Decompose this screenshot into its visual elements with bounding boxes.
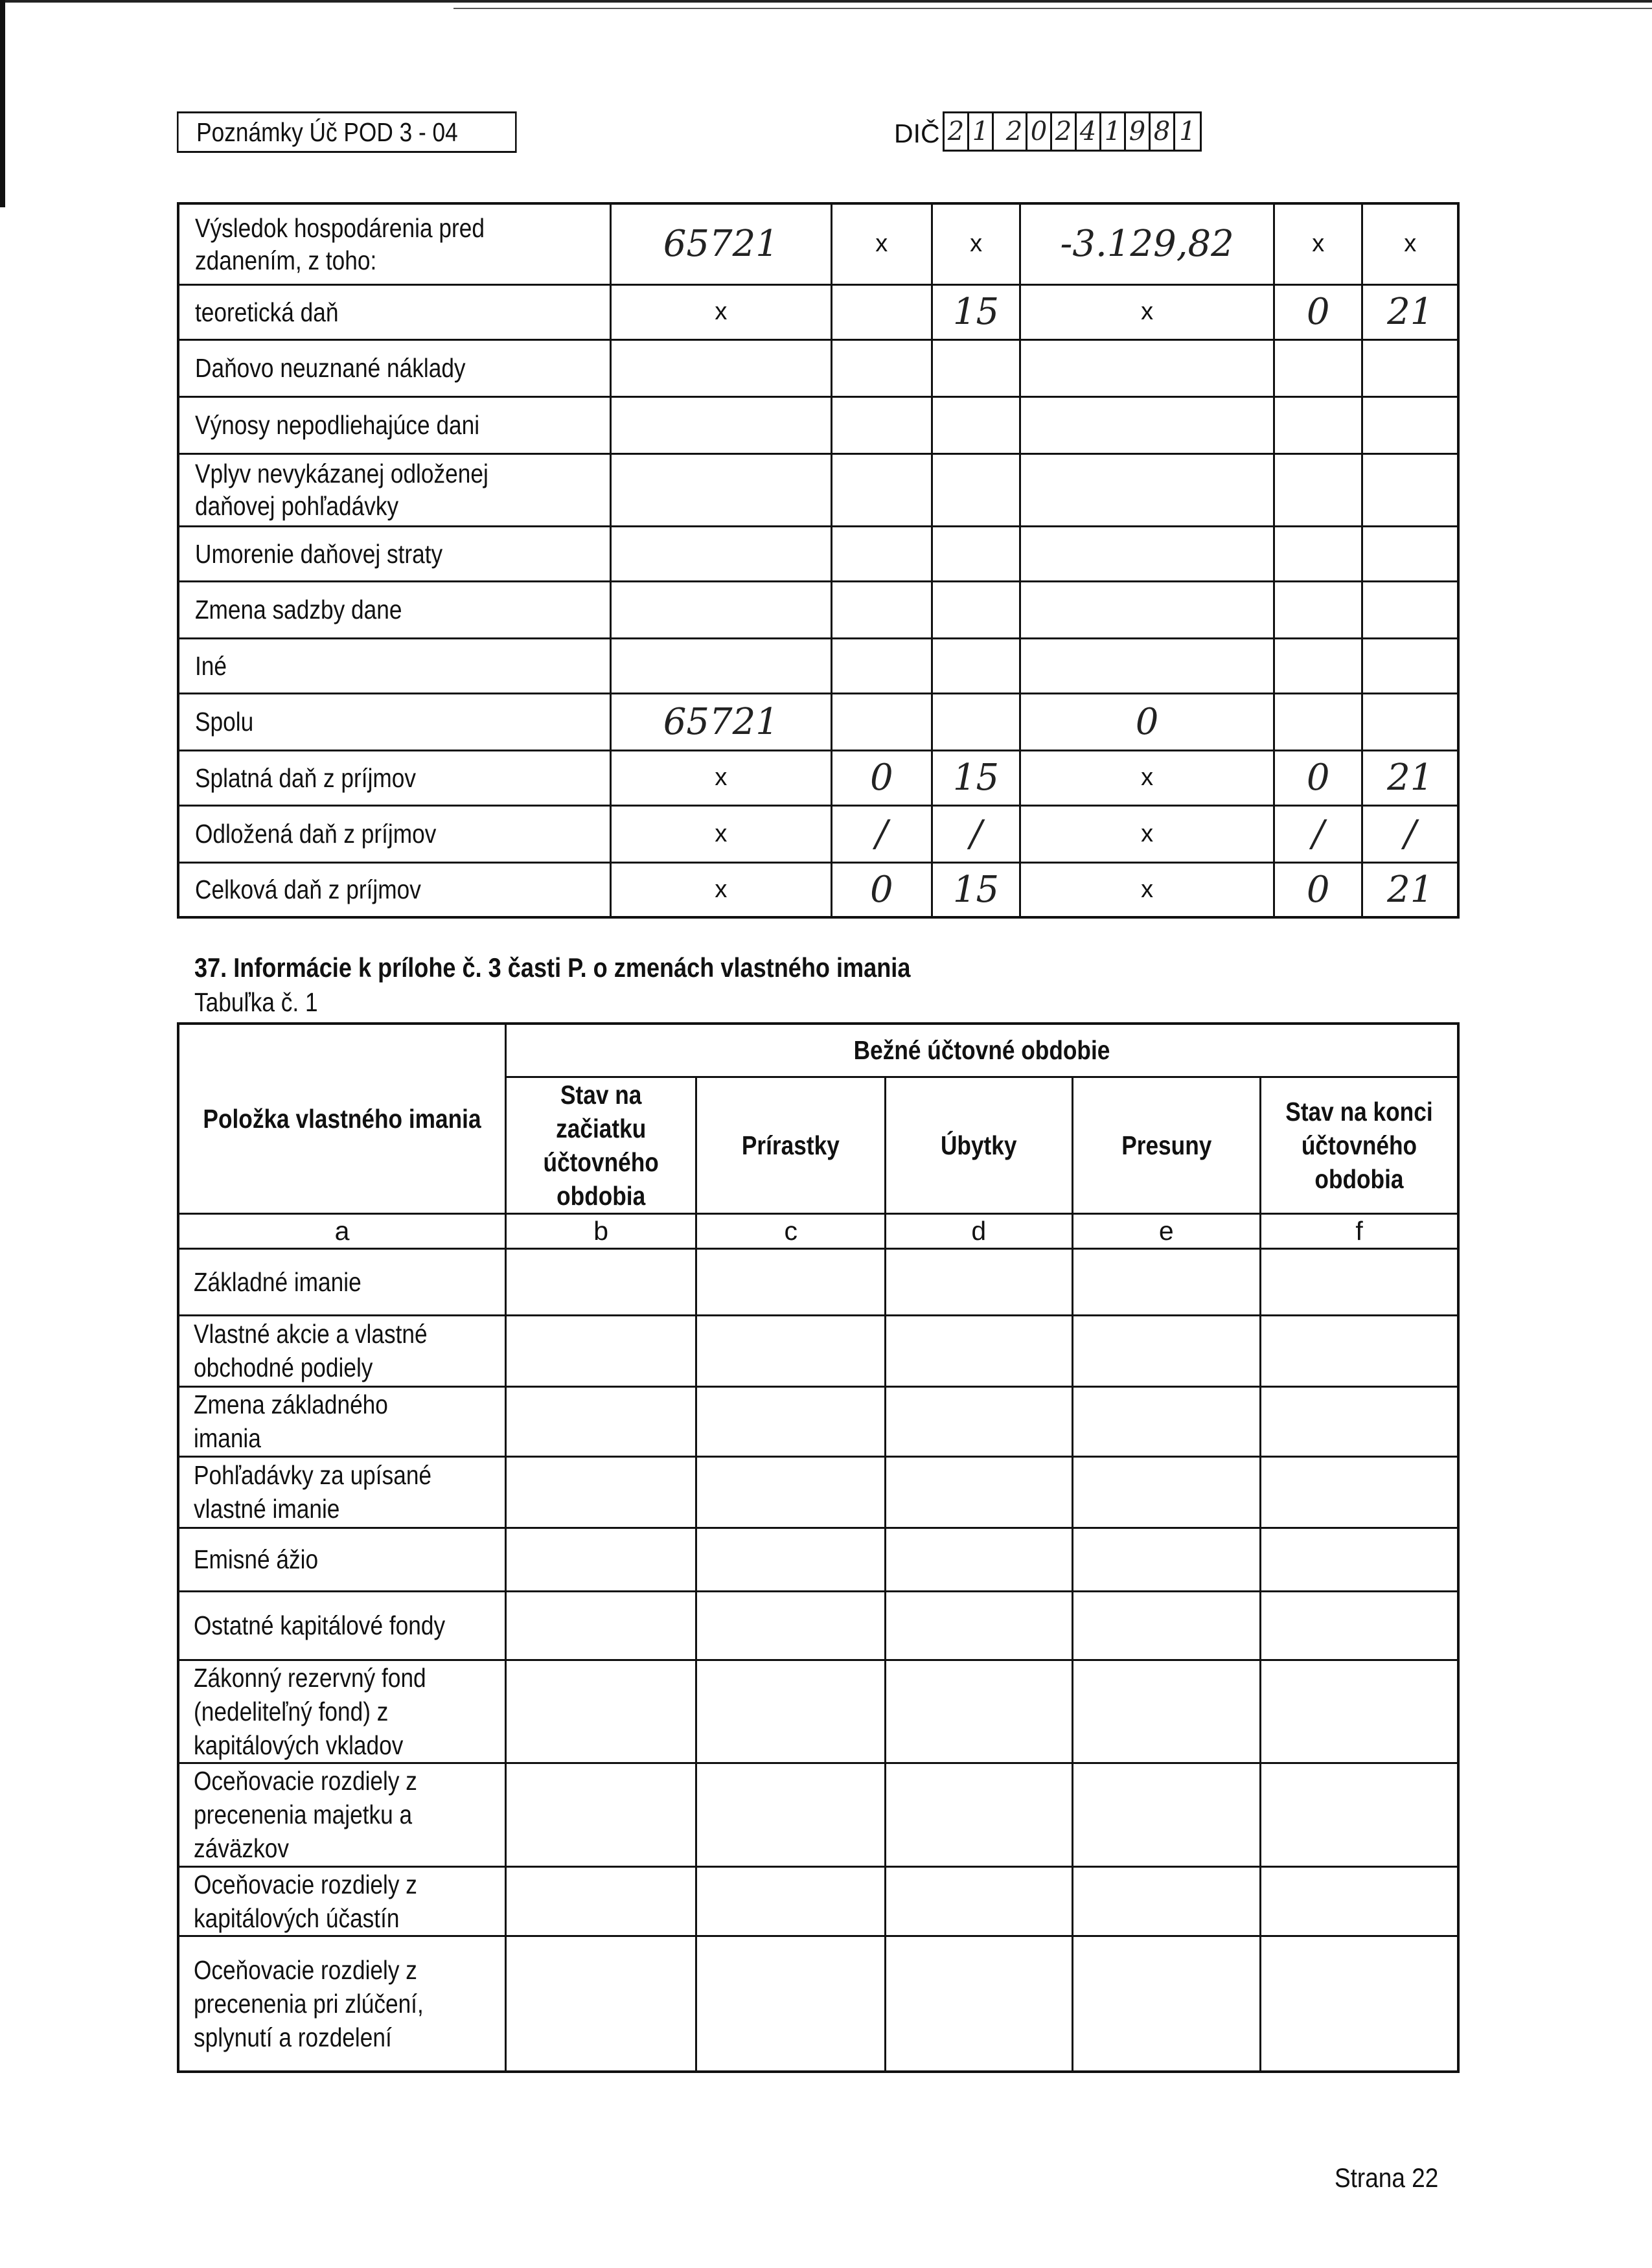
table-row	[178, 638, 1458, 693]
table-cell: 0	[1274, 750, 1362, 805]
section-subtitle: Tabuľka č. 1	[194, 987, 318, 1017]
dic-digit: 2	[1052, 113, 1077, 150]
row-label: Zmena základného imania	[178, 1386, 506, 1456]
table-cell	[506, 1386, 696, 1456]
column-letter: d	[886, 1213, 1072, 1248]
table-row	[178, 1936, 1458, 2072]
table-cell: x	[1020, 805, 1274, 862]
table-row	[178, 453, 1458, 526]
table-cell	[1020, 581, 1274, 638]
table-cell	[1261, 1248, 1458, 1315]
column-header-end: Stav na konci účtovného obdobia	[1261, 1077, 1458, 1213]
row-label: Výnosy nepodliehajúce dani	[178, 396, 611, 453]
table-cell: 0	[831, 862, 932, 917]
table-cell	[1261, 1315, 1458, 1386]
column-header-transfers: Presuny	[1072, 1077, 1261, 1213]
row-label: Daňovo neuznané náklady	[178, 339, 611, 396]
table-cell	[611, 581, 832, 638]
row-label: Výsledok hospodárenia pred zdanením, z toho:	[178, 203, 611, 284]
column-header-item: Položka vlastného imania	[178, 1024, 506, 1213]
tax-reconciliation-table	[177, 202, 1460, 919]
table-cell	[886, 1248, 1072, 1315]
table-cell	[1072, 1248, 1261, 1315]
table-row	[178, 396, 1458, 453]
dic-field	[943, 111, 1202, 152]
section-title: 37. Informácie k prílohe č. 3 časti P. o zmenách vlastného imania	[194, 952, 911, 983]
table-cell	[1362, 339, 1458, 396]
table-cell	[696, 1866, 886, 1936]
table-cell	[932, 693, 1020, 750]
column-header-start: Stav na začiatku účtovného obdobia	[506, 1077, 696, 1213]
table-cell	[831, 638, 932, 693]
table-cell	[831, 526, 932, 581]
row-label: Splatná daň z príjmov	[178, 750, 611, 805]
table-cell	[1020, 453, 1274, 526]
table-cell	[1261, 1660, 1458, 1763]
dic-digit: 9	[1126, 113, 1151, 150]
table-cell	[611, 396, 832, 453]
table-row	[178, 862, 1458, 917]
table-cell: /	[831, 805, 932, 862]
table-cell	[696, 1936, 886, 2072]
table-cell	[1274, 396, 1362, 453]
table-cell	[932, 396, 1020, 453]
table-cell	[1072, 1315, 1261, 1386]
scan-edge-top	[0, 0, 1652, 3]
dic-digit: 4	[1077, 113, 1101, 150]
table-cell	[886, 1315, 1072, 1386]
table-cell	[1072, 1386, 1261, 1456]
table-cell	[886, 1386, 1072, 1456]
table-cell	[506, 1763, 696, 1866]
table-row	[178, 750, 1458, 805]
table-cell	[1362, 396, 1458, 453]
table-cell: x	[1362, 203, 1458, 284]
table-row	[178, 1660, 1458, 1763]
row-label: Umorenie daňovej straty	[178, 526, 611, 581]
column-letter: e	[1072, 1213, 1261, 1248]
table-cell	[1362, 638, 1458, 693]
table-cell	[1020, 526, 1274, 581]
table-cell: /	[1362, 805, 1458, 862]
row-label: Pohľadávky za upísané vlastné imanie	[178, 1456, 506, 1528]
table-row	[178, 1866, 1458, 1936]
dic-digit: 8	[1151, 113, 1175, 150]
table-cell: 15	[932, 750, 1020, 805]
note-label: Poznámky Úč POD 3 - 04	[177, 111, 517, 153]
row-label: teoretická daň	[178, 284, 611, 339]
table-cell: 65721	[611, 693, 832, 750]
table-cell	[1261, 1763, 1458, 1866]
dic-digit: 1	[1101, 113, 1126, 150]
table-cell	[611, 453, 832, 526]
table-cell	[932, 339, 1020, 396]
table-cell	[611, 638, 832, 693]
table-cell	[1261, 1456, 1458, 1528]
table-cell	[1261, 1591, 1458, 1660]
row-label: Spolu	[178, 693, 611, 750]
table-cell	[506, 1936, 696, 2072]
table-cell	[1020, 396, 1274, 453]
table-cell: x	[611, 862, 832, 917]
table-cell	[1072, 1936, 1261, 2072]
dic-digit: 2	[1003, 113, 1027, 150]
table-cell: 15	[932, 862, 1020, 917]
table-row	[178, 693, 1458, 750]
table-cell	[1072, 1456, 1261, 1528]
table-cell	[1362, 581, 1458, 638]
table-cell	[1072, 1528, 1261, 1591]
table-cell: x	[611, 805, 832, 862]
table-row	[178, 1591, 1458, 1660]
table-cell	[506, 1315, 696, 1386]
table-cell	[1072, 1591, 1261, 1660]
table-cell: 21	[1362, 862, 1458, 917]
table-row	[178, 339, 1458, 396]
table-cell	[1362, 693, 1458, 750]
table-cell	[696, 1660, 886, 1763]
table-cell	[1020, 638, 1274, 693]
table-cell: 21	[1362, 750, 1458, 805]
table-cell	[1020, 339, 1274, 396]
table-cell	[1362, 453, 1458, 526]
table-cell	[1274, 453, 1362, 526]
table-cell	[831, 339, 932, 396]
table-row	[178, 526, 1458, 581]
table-row	[178, 805, 1458, 862]
table-cell	[886, 1528, 1072, 1591]
table-cell	[886, 1936, 1072, 2072]
table-cell	[696, 1591, 886, 1660]
table-cell	[1261, 1936, 1458, 2072]
scan-edge-left	[0, 0, 5, 207]
row-label: Oceňovacie rozdiely z precenenia pri zlúčení, splynutí a rozdelení	[178, 1936, 506, 2072]
table-cell	[1072, 1866, 1261, 1936]
table-cell: 0	[1274, 284, 1362, 339]
dic-digit: 0	[1027, 113, 1052, 150]
table-cell	[506, 1591, 696, 1660]
row-label: Ostatné kapitálové fondy	[178, 1591, 506, 1660]
column-letter: f	[1261, 1213, 1458, 1248]
row-label: Odložená daň z príjmov	[178, 805, 611, 862]
row-label: Zákonný rezervný fond (nedeliteľný fond) z kapitálových vkladov	[178, 1660, 506, 1763]
table-cell	[1261, 1528, 1458, 1591]
table-cell	[1274, 526, 1362, 581]
table-cell	[886, 1866, 1072, 1936]
table-cell: 65721	[611, 203, 832, 284]
row-label: Zmena sadzby dane	[178, 581, 611, 638]
row-label: Oceňovacie rozdiely z precenenia majetku a záväzkov	[178, 1763, 506, 1866]
table-cell: 15	[932, 284, 1020, 339]
table-cell	[886, 1456, 1072, 1528]
table-cell	[831, 693, 932, 750]
table-cell	[611, 339, 832, 396]
table-cell: x	[1020, 284, 1274, 339]
table-cell	[696, 1528, 886, 1591]
table-cell	[1274, 339, 1362, 396]
table-row	[178, 1456, 1458, 1528]
table-row	[178, 284, 1458, 339]
table-cell	[932, 526, 1020, 581]
row-label: Vplyv nevykázanej odloženej daňovej pohľadávky	[178, 453, 611, 526]
table-cell	[506, 1660, 696, 1763]
table-cell	[1274, 581, 1362, 638]
table-cell: /	[932, 805, 1020, 862]
dic-digit: 1	[969, 113, 994, 150]
table-cell: x	[1274, 203, 1362, 284]
table-cell	[932, 453, 1020, 526]
table-cell	[1261, 1386, 1458, 1456]
column-letter: c	[696, 1213, 886, 1248]
table-cell: /	[1274, 805, 1362, 862]
table-cell	[886, 1763, 1072, 1866]
table-cell: x	[611, 750, 832, 805]
column-letter: a	[178, 1213, 506, 1248]
table-cell: x	[1020, 750, 1274, 805]
column-header-decreases: Úbytky	[886, 1077, 1072, 1213]
page-number: Strana 22	[1335, 2162, 1439, 2193]
table-cell	[831, 581, 932, 638]
table-row	[178, 203, 1458, 284]
table-row	[178, 581, 1458, 638]
table-cell	[696, 1763, 886, 1866]
row-label: Iné	[178, 638, 611, 693]
table-cell	[831, 284, 932, 339]
table-row	[178, 1315, 1458, 1386]
dic-digit: 2	[945, 113, 969, 150]
scan-edge-line	[453, 8, 1652, 9]
table-cell: 21	[1362, 284, 1458, 339]
table-cell: x	[831, 203, 932, 284]
table-cell	[1072, 1763, 1261, 1866]
table-cell	[696, 1456, 886, 1528]
table-cell	[886, 1591, 1072, 1660]
row-label: Emisné ážio	[178, 1528, 506, 1591]
table-cell	[932, 638, 1020, 693]
column-letter: b	[506, 1213, 696, 1248]
column-header-increases: Prírastky	[696, 1077, 886, 1213]
table-row	[178, 1763, 1458, 1866]
row-label: Základné imanie	[178, 1248, 506, 1315]
table-cell	[696, 1248, 886, 1315]
table-cell	[1072, 1660, 1261, 1763]
table-cell: x	[611, 284, 832, 339]
table-cell	[611, 526, 832, 581]
table-row	[178, 1248, 1458, 1315]
table-cell: 0	[831, 750, 932, 805]
row-label: Celková daň z príjmov	[178, 862, 611, 917]
table-cell: -3.129,82	[1020, 203, 1274, 284]
table-cell	[696, 1315, 886, 1386]
table-cell	[506, 1456, 696, 1528]
table-cell	[1274, 693, 1362, 750]
column-header-period: Bežné účtovné obdobie	[506, 1024, 1459, 1077]
table-cell	[1362, 526, 1458, 581]
dic-label: DIČ	[894, 119, 940, 148]
table-cell	[1274, 638, 1362, 693]
table-cell	[886, 1660, 1072, 1763]
table-cell	[506, 1248, 696, 1315]
table-cell	[831, 453, 932, 526]
table-row	[178, 1386, 1458, 1456]
table-cell	[1261, 1866, 1458, 1936]
table-cell: 0	[1020, 693, 1274, 750]
equity-changes-table	[177, 1022, 1460, 2073]
row-label: Oceňovacie rozdiely z kapitálových účastín	[178, 1866, 506, 1936]
table-row	[178, 1528, 1458, 1591]
table-cell: x	[1020, 862, 1274, 917]
table-cell: 0	[1274, 862, 1362, 917]
table-cell	[696, 1386, 886, 1456]
table-cell	[831, 396, 932, 453]
table-cell: x	[932, 203, 1020, 284]
dic-digit: 1	[1179, 117, 1196, 146]
table-cell	[506, 1528, 696, 1591]
row-label: Vlastné akcie a vlastné obchodné podiely	[178, 1315, 506, 1386]
table-cell	[932, 581, 1020, 638]
table-cell	[506, 1866, 696, 1936]
